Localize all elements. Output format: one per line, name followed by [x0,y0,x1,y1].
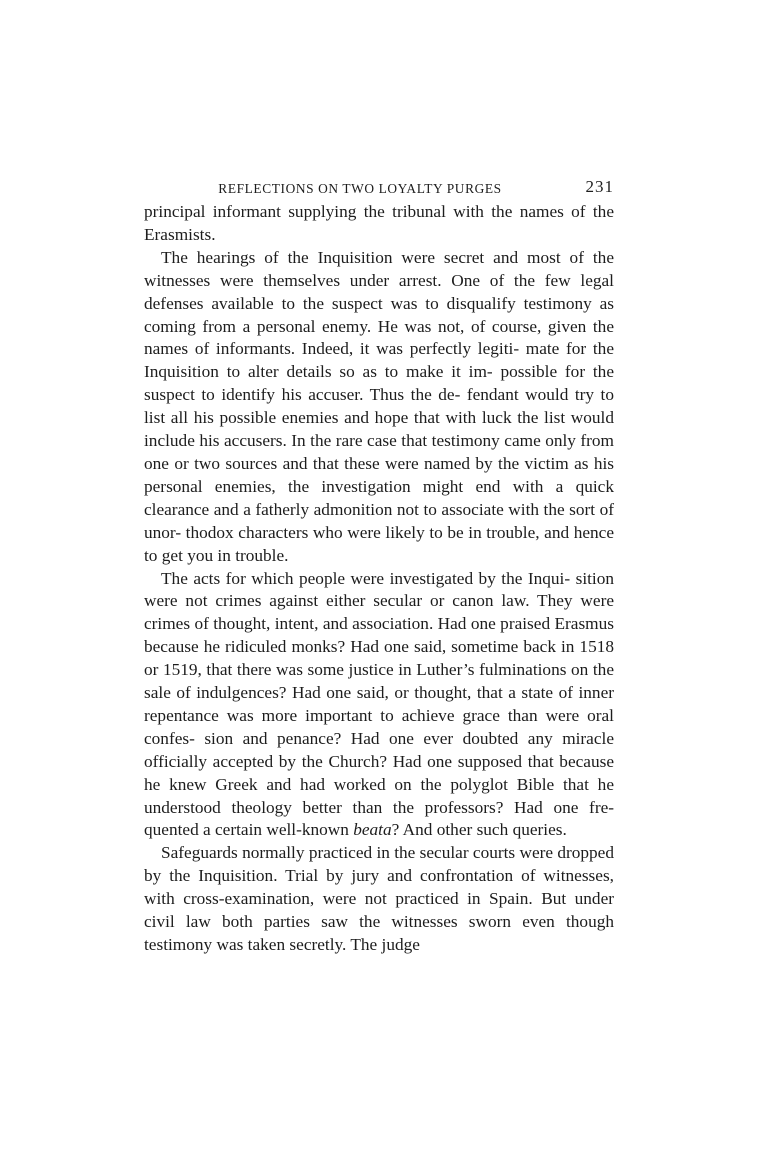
running-head-title: REFLECTIONS ON TWO LOYALTY PURGES [218,181,502,196]
paragraph-acts-investigated [144,568,614,843]
paragraph-continuation: principal informant supplying the tribunal with the names of the Erasmists. [144,202,614,244]
paragraph-safeguards: Safeguards normally practiced in the secular courts were dropped by the Inquisition. Trial by jury and confrontation of witnesses, with cross-examination, were not practiced in Spain. But under civil law both parties saw the witnesses sworn even though testimony was taken secretly. The judge [144,843,614,954]
running-head [144,176,614,200]
paragraph-text: The acts for which people were investigated by the Inqui- sition were not crimes against either secular or canon law. They were crimes of thought, intent, and association. Had one praised Erasmus because he ridiculed monks? Had one said, sometime back in 1518 or 1519, that there was some justice in Luther’s fulminations on the sale of indulgences? Had one said, or thought, that a state of inner repentance was more important to achieve grace than were oral confes- sion and penance? Had one ever doubted any miracle officially accepted by the Church? Had one supposed that because he knew Greek and had worked on the polyglot Bible that he understood theology better than the professors? Had one fre- quented a certain well-known [144,568,614,840]
book-page [144,176,614,957]
paragraph-hearings: The hearings of the Inquisition were secret and most of the witnesses were themselves under arrest. One of the few legal defenses available to the suspect was to disqualify testimony as coming from a personal enemy. He was not, of course, given the names of informants. Indeed, it was perfectly legiti- mate for the Inquisition to alter details so as to make it im- possible for the suspect to identify his accuser. Thus the de- fendant would try to list all his possible enemies and hope that with luck the list would include his accusers. In the rare case that testimony came only from one or two sources and that these were named by the victim as his personal enemies, the investigation might end with a quick clearance and a fatherly admonition not to associate with the sort of unor- thodox characters who were likely to be in trouble, and hence to get you in trouble. [144,247,614,565]
page-number: 231 [585,177,614,196]
paragraph-text: ? And other such queries. [391,820,567,840]
emphasized-word: beata [353,820,392,840]
